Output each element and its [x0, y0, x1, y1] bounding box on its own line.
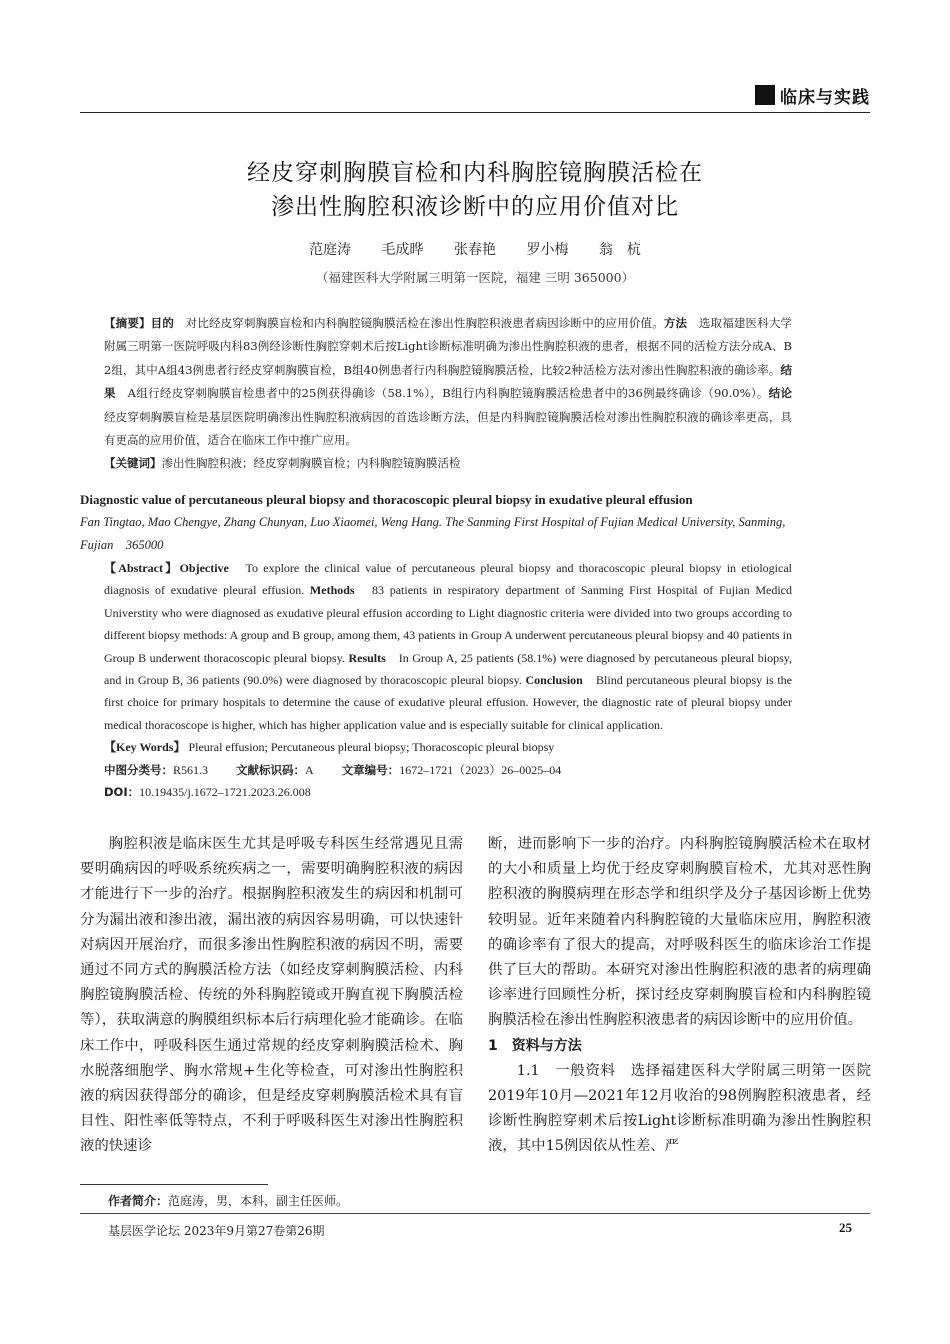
body-column-left [80, 832, 463, 1160]
results-label: 结果 [104, 362, 792, 401]
english-methods: 83 patients in respiratory department of Sanming First Hospital of Fujian Medicd Universtity who were diagnosed as exudative pleural effusion according to Light diagnostic criteria were divided into two groups according to different biopsy methods: A group and B group, among them, 43 patients in Group A underwent percutaneous pleural biopsy and 40 patients in Group B underwent thoracoscopic pleural biopsy. [104, 583, 792, 665]
english-keywords-label: 【Key Words】 [104, 740, 186, 755]
article-title [80, 156, 870, 224]
subsection-paragraph [488, 1059, 871, 1160]
english-results: In Group A, 25 patients (58.1%) were diagnosed by percutaneous pleural biopsy, and in Group B, 36 patients (90.0%) were diagnosed by thoracoscopic pleural biopsy. [104, 650, 792, 688]
english-conclusion: Blind percutaneous pleural biopsy is the first choice for primary hospitals to determine the cause of exudative pleural effusion. However, the diagnostic rate of pleural biopsy under medical thoracoscope is higher, which has higher application value and is especially suitable for clinical application. [104, 673, 792, 732]
author-name: 毛成晔 [381, 242, 424, 258]
title-line-1: 经皮穿刺胸膜盲检和内科胸腔镜胸膜活检在 [247, 160, 703, 186]
section-tag [755, 84, 870, 106]
footnote-label: 作者简介： [108, 1194, 169, 1208]
english-keywords [80, 736, 792, 758]
author-list [80, 239, 870, 259]
methods-label: 方法 [663, 316, 688, 330]
english-authors: Fan Tingtao, Mao Chengye, Zhang Chunyan, Luo Xiaomei, Weng Hang. The Sanming First Hospital of Fujian Medical University, Sanming, Fujian 365000 [80, 515, 786, 552]
footnote-rule [80, 1184, 268, 1185]
header-rule [80, 112, 870, 113]
abstract-cn [80, 312, 792, 476]
body-column-right [488, 832, 871, 1160]
english-abstract-label: 【Abstract】 [104, 561, 180, 575]
doi-label: DOI： [104, 784, 140, 799]
author-name: 范庭涛 [309, 242, 352, 258]
article-number-value: 1672–1721（2023）26–0025–04 [399, 762, 562, 777]
english-abstract-paragraph [80, 557, 792, 736]
classification-line [80, 759, 792, 781]
subsection-number: 1.1 [516, 1062, 540, 1079]
author-name: 翁 杭 [598, 242, 641, 258]
footer-rule [80, 1213, 870, 1214]
conclusion-label: 结论 [768, 386, 793, 401]
black-square-icon [755, 85, 775, 105]
doc-code-value: A [305, 762, 314, 777]
english-objective: To explore the clinical value of percutaneous pleural biopsy and thoracoscopic pleural biopsy in etiological diagnosis of exudative pleural effusion. [104, 561, 792, 598]
objective-text: 对比经皮穿刺胸膜盲检和内科胸腔镜胸膜活检在渗出性胸腔积液患者病因诊断中的应用价值。 [185, 316, 664, 330]
abstract-label: 【摘要】 [104, 316, 151, 330]
objective-label: 目的 [150, 316, 174, 330]
results-text: A组行经皮穿刺胸膜盲检患者中的25例获得确诊（58.1%），B组行内科胸腔镜胸膜活检患者中的36例最终确诊（90.0%）。 [127, 386, 769, 401]
running-footer: 基层医学论坛 2023年9月第27卷第26期 [108, 1224, 325, 1238]
doi-value: 10.19435/j.1672–1721.2023.26.008 [139, 784, 311, 799]
methods-text: 选取福建医科大学附属三明第一医院呼吸内科83例经诊断性胸腔穿刺术后按Light诊断标准明确为渗出性胸腔积液的患者，根据不同的活检方法分成A、B 2组，其中A组43例患者行经皮穿刺胸膜盲检，B组40例患者行内科胸腔镜胸膜活检，比较2种活检方法对渗出性胸腔积液的确诊率。 [104, 316, 793, 377]
subsection-text: 选择福建医科大学附属三明第一医院2019年10月—2021年12月收治的98例胸腔积液患者，经诊断性胸腔穿刺术后按Light诊断标准明确为渗出性胸腔积液，其中15例因依从性差、严 [488, 1062, 871, 1155]
keywords-text: 渗出性胸腔积液；经皮穿刺胸膜盲检；内科胸腔镜胸膜活检 [161, 456, 461, 471]
clc-value: R561.3 [173, 762, 209, 777]
article-number-label: 文章编号： [341, 762, 400, 777]
author-name: 罗小梅 [526, 242, 569, 258]
page-number: 25 [839, 1220, 852, 1235]
body-paragraph: 断，进而影响下一步的治疗。内科胸腔镜胸膜活检术在取材的大小和质量上均优于经皮穿刺胸膜盲检术，尤其对恶性胸腔积液的胸膜病理在形态学和组织学及分子基因诊断上优势较明显。近年来随着内科胸腔镜的大量临床应用，胸腔积液的确诊率有了很大的提高，对呼吸科医生的临床诊治工作提供了巨大的帮助。本研究对渗出性胸腔积液的患者的病理确诊率进行回顾性分析，探讨经皮穿刺胸膜盲检和内科胸腔镜胸膜活检在渗出性胸腔积液患者的病因诊断中的应用价值。 [488, 836, 871, 1029]
doc-code-label: 文献标识码： [236, 762, 306, 777]
doi-line [80, 781, 792, 803]
author-name: 张春艳 [454, 242, 496, 258]
footnote-text: 范庭涛，男，本科，副主任医师。 [168, 1194, 349, 1208]
subsection-title: 一般资料 [555, 1062, 616, 1079]
keywords-cn [80, 452, 792, 475]
english-objective-label: Objective [179, 561, 229, 575]
abstract-cn-paragraph [80, 312, 792, 452]
section-tag-label: 临床与实践 [780, 87, 870, 108]
section-heading: 1 资料与方法 [488, 1037, 582, 1054]
english-conclusion-label: Conclusion [525, 673, 583, 688]
clc-label: 中图分类号： [104, 762, 173, 777]
abstract-en [80, 489, 792, 803]
author-footnote [108, 1192, 348, 1209]
english-methods-label: Methods [309, 583, 355, 598]
conclusion-text: 经皮穿刺胸膜盲检是基层医院明确渗出性胸腔积液病因的首选诊断方法，但是内科胸腔镜胸膜活检对渗出性胸腔积液的确诊率更高，具有更高的应用价值，适合在临床工作中推广应用。 [104, 409, 792, 448]
keywords-label: 【关键词】 [104, 456, 162, 471]
english-keywords-text: Pleural effusion; Percutaneous pleural biopsy; Thoracoscopic pleural biopsy [188, 740, 555, 755]
english-results-label: Results [348, 650, 386, 665]
affiliation: （福建医科大学附属三明第一医院，福建 三明 365000） [315, 270, 635, 285]
title-line-2: 渗出性胸腔积液诊断中的应用价值对比 [271, 194, 679, 220]
body-paragraph: 胸腔积液是临床医生尤其是呼吸专科医生经常遇见且需要明确病因的呼吸系统疾病之一，需要明确胸腔积液的病因才能进行下一步的治疗。根据胸腔积液发生的病因和机制可分为漏出液和渗出液，漏出液的病因容易明确，可以快速针对病因开展治疗，而很多渗出性胸腔积液的病因不明，需要通过不同方式的胸膜活检方法（如经皮穿刺胸膜活检、内科胸腔镜胸膜活检、传统的外科胸腔镜或开胸直视下胸膜活检等），获取满意的胸膜组织标本后行病理化验才能确诊。在临床工作中，呼吸科医生通过常规的经皮穿刺胸膜活检术、胸水脱落细胞学、胸水常规+生化等检查，可对渗出性胸腔积液的病因获得部分的确诊，但是经皮穿刺胸膜活检术具有盲目性、阳性率低等特点，不利于呼吸科医生对渗出性胸腔积液的快速诊 [80, 836, 463, 1155]
english-title: Diagnostic value of percutaneous pleural biopsy and thoracoscopic pleural biopsy in exudative pleural effusion [80, 492, 693, 507]
